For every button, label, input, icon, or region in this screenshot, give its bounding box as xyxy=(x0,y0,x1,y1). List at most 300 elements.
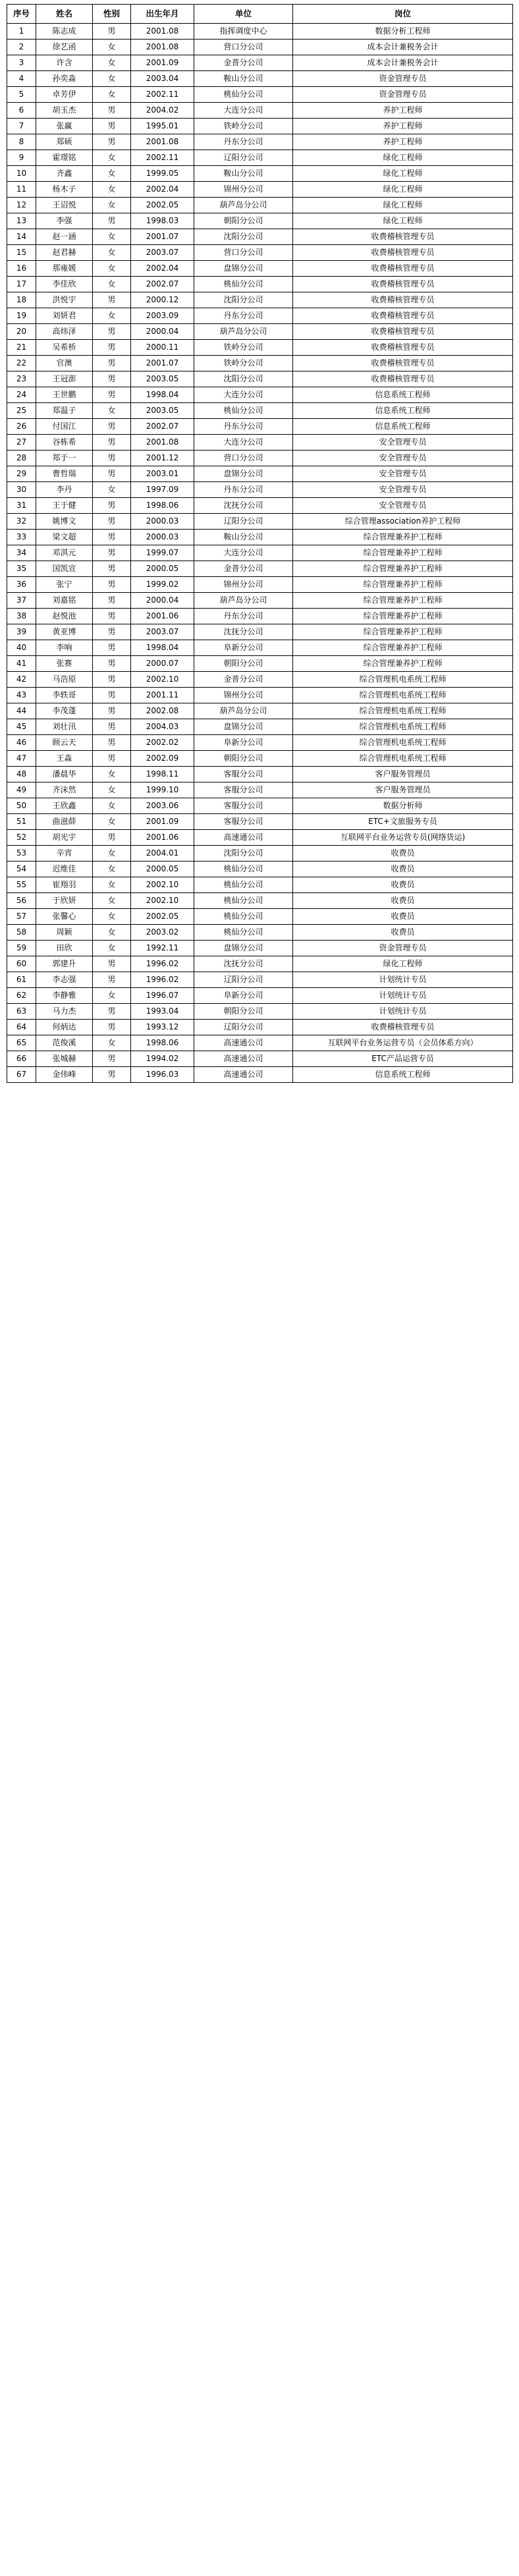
cell-post: 综合管理兼养护工程师 xyxy=(293,640,513,655)
cell-sex: 男 xyxy=(93,434,131,450)
cell-no: 13 xyxy=(7,213,36,229)
cell-birth: 2000.07 xyxy=(131,655,194,671)
cell-sex: 男 xyxy=(93,592,131,608)
cell-name: 金伟峰 xyxy=(36,1066,93,1082)
cell-no: 47 xyxy=(7,750,36,766)
cell-sex: 男 xyxy=(93,118,131,134)
cell-name: 霍璟铭 xyxy=(36,150,93,165)
table-row xyxy=(7,213,513,229)
table-row xyxy=(7,70,513,86)
table-row xyxy=(7,845,513,861)
cell-post: 综合管理机电系统工程师 xyxy=(293,750,513,766)
table-row xyxy=(7,292,513,308)
cell-name: 曹哲瑞 xyxy=(36,466,93,481)
cell-no: 58 xyxy=(7,924,36,940)
cell-birth: 2003.05 xyxy=(131,402,194,418)
cell-name: 李强 xyxy=(36,213,93,229)
cell-birth: 2002.05 xyxy=(131,197,194,213)
cell-sex: 男 xyxy=(93,576,131,592)
cell-sex: 男 xyxy=(93,1003,131,1019)
cell-post: 综合管理兼养护工程师 xyxy=(293,608,513,624)
roster-page xyxy=(0,0,519,1089)
cell-name: 吴希桥 xyxy=(36,339,93,355)
cell-sex: 女 xyxy=(93,845,131,861)
column-header-sex: 性别 xyxy=(93,5,131,24)
cell-name: 齐沫然 xyxy=(36,782,93,798)
cell-sex: 男 xyxy=(93,624,131,640)
cell-birth: 1998.03 xyxy=(131,213,194,229)
table-row xyxy=(7,1019,513,1035)
cell-no: 33 xyxy=(7,529,36,545)
cell-no: 20 xyxy=(7,323,36,339)
cell-name: 王欣鑫 xyxy=(36,798,93,813)
cell-birth: 2003.04 xyxy=(131,70,194,86)
table-row xyxy=(7,355,513,371)
cell-birth: 2001.11 xyxy=(131,687,194,703)
cell-birth: 1993.04 xyxy=(131,1003,194,1019)
table-row xyxy=(7,165,513,181)
table-row xyxy=(7,608,513,624)
cell-birth: 2001.08 xyxy=(131,23,194,39)
cell-name: 郑温子 xyxy=(36,402,93,418)
cell-post: 养护工程师 xyxy=(293,102,513,118)
cell-post: 综合管理兼养护工程师 xyxy=(293,592,513,608)
cell-name: 齐鑫 xyxy=(36,165,93,181)
cell-post: 互联网平台业务运营专员（会员体系方向） xyxy=(293,1035,513,1051)
cell-name: 马浩原 xyxy=(36,671,93,687)
table-row xyxy=(7,497,513,513)
cell-no: 14 xyxy=(7,229,36,244)
cell-no: 5 xyxy=(7,86,36,102)
cell-birth: 1996.02 xyxy=(131,972,194,987)
cell-no: 54 xyxy=(7,861,36,877)
cell-unit: 桃仙分公司 xyxy=(194,924,293,940)
cell-no: 7 xyxy=(7,118,36,134)
cell-no: 34 xyxy=(7,545,36,561)
cell-sex: 女 xyxy=(93,150,131,165)
cell-name: 李茂蓬 xyxy=(36,703,93,719)
cell-name: 付国江 xyxy=(36,418,93,434)
cell-post: 安全管理专员 xyxy=(293,481,513,497)
cell-post: 收费员 xyxy=(293,845,513,861)
cell-post: 客户服务管理员 xyxy=(293,766,513,782)
cell-birth: 2002.11 xyxy=(131,150,194,165)
cell-sex: 女 xyxy=(93,165,131,181)
cell-post: 数据分析工程师 xyxy=(293,23,513,39)
cell-name: 国凯宣 xyxy=(36,561,93,576)
cell-no: 42 xyxy=(7,671,36,687)
cell-birth: 2000.11 xyxy=(131,339,194,355)
cell-name: 刘嘉铭 xyxy=(36,592,93,608)
cell-sex: 女 xyxy=(93,766,131,782)
table-row xyxy=(7,387,513,402)
cell-no: 45 xyxy=(7,719,36,734)
cell-post: 综合管理机电系统工程师 xyxy=(293,687,513,703)
cell-name: 王冠澎 xyxy=(36,371,93,387)
cell-name: 李志强 xyxy=(36,972,93,987)
cell-name: 王世鹏 xyxy=(36,387,93,402)
cell-post: 客户服务管理员 xyxy=(293,782,513,798)
cell-unit: 铁岭分公司 xyxy=(194,355,293,371)
cell-sex: 女 xyxy=(93,1035,131,1051)
table-row xyxy=(7,671,513,687)
cell-sex: 男 xyxy=(93,102,131,118)
cell-post: 收费员 xyxy=(293,924,513,940)
cell-sex: 女 xyxy=(93,892,131,908)
cell-no: 18 xyxy=(7,292,36,308)
cell-birth: 2000.05 xyxy=(131,861,194,877)
cell-no: 27 xyxy=(7,434,36,450)
cell-no: 43 xyxy=(7,687,36,703)
cell-sex: 男 xyxy=(93,23,131,39)
cell-unit: 高速通公司 xyxy=(194,829,293,845)
cell-post: 安全管理专员 xyxy=(293,434,513,450)
table-row xyxy=(7,102,513,118)
cell-birth: 2004.02 xyxy=(131,102,194,118)
cell-unit: 鞍山分公司 xyxy=(194,529,293,545)
cell-birth: 2000.04 xyxy=(131,323,194,339)
cell-no: 50 xyxy=(7,798,36,813)
cell-post: 收费稽核管理专员 xyxy=(293,308,513,323)
column-header-post: 岗位 xyxy=(293,5,513,24)
table-row xyxy=(7,118,513,134)
cell-post: 综合管理association养护工程师 xyxy=(293,513,513,529)
cell-sex: 男 xyxy=(93,734,131,750)
cell-post: 收费员 xyxy=(293,908,513,924)
cell-unit: 客服分公司 xyxy=(194,782,293,798)
cell-sex: 男 xyxy=(93,640,131,655)
table-row xyxy=(7,545,513,561)
cell-name: 何炳达 xyxy=(36,1019,93,1035)
cell-name: 辛宵 xyxy=(36,845,93,861)
cell-no: 62 xyxy=(7,987,36,1003)
cell-name: 姚博文 xyxy=(36,513,93,529)
cell-sex: 女 xyxy=(93,70,131,86)
cell-post: 收费稽核管理专员 xyxy=(293,276,513,292)
cell-no: 23 xyxy=(7,371,36,387)
cell-sex: 女 xyxy=(93,197,131,213)
cell-unit: 沈阳分公司 xyxy=(194,292,293,308)
cell-sex: 女 xyxy=(93,244,131,260)
cell-sex: 女 xyxy=(93,55,131,70)
cell-sex: 男 xyxy=(93,418,131,434)
cell-name: 范俊溪 xyxy=(36,1035,93,1051)
column-header-unit: 单位 xyxy=(194,5,293,24)
cell-sex: 女 xyxy=(93,798,131,813)
cell-no: 12 xyxy=(7,197,36,213)
table-row xyxy=(7,181,513,197)
cell-unit: 沈抚分公司 xyxy=(194,497,293,513)
cell-sex: 男 xyxy=(93,513,131,529)
cell-no: 38 xyxy=(7,608,36,624)
cell-sex: 男 xyxy=(93,387,131,402)
cell-post: 互联网平台业务运营专员(网络货运) xyxy=(293,829,513,845)
cell-unit: 朝阳分公司 xyxy=(194,655,293,671)
cell-no: 26 xyxy=(7,418,36,434)
cell-birth: 2002.05 xyxy=(131,908,194,924)
cell-post: 安全管理专员 xyxy=(293,497,513,513)
cell-no: 21 xyxy=(7,339,36,355)
cell-birth: 2001.07 xyxy=(131,229,194,244)
cell-unit: 金普分公司 xyxy=(194,561,293,576)
cell-post: 养护工程师 xyxy=(293,118,513,134)
cell-no: 60 xyxy=(7,956,36,972)
cell-no: 39 xyxy=(7,624,36,640)
cell-unit: 丹东分公司 xyxy=(194,134,293,150)
cell-sex: 男 xyxy=(93,292,131,308)
cell-birth: 2001.09 xyxy=(131,813,194,829)
cell-no: 46 xyxy=(7,734,36,750)
cell-name: 黄亚博 xyxy=(36,624,93,640)
cell-no: 6 xyxy=(7,102,36,118)
cell-sex: 男 xyxy=(93,655,131,671)
cell-birth: 2002.04 xyxy=(131,181,194,197)
cell-birth: 1999.07 xyxy=(131,545,194,561)
table-row xyxy=(7,244,513,260)
cell-birth: 2003.02 xyxy=(131,924,194,940)
cell-birth: 2003.01 xyxy=(131,466,194,481)
table-row xyxy=(7,1051,513,1066)
cell-unit: 客服分公司 xyxy=(194,766,293,782)
cell-sex: 男 xyxy=(93,529,131,545)
cell-sex: 男 xyxy=(93,972,131,987)
cell-name: 李响 xyxy=(36,640,93,655)
cell-birth: 2000.03 xyxy=(131,513,194,529)
cell-no: 44 xyxy=(7,703,36,719)
cell-post: 资金管理专员 xyxy=(293,70,513,86)
employee-roster-table xyxy=(7,4,513,1083)
table-row xyxy=(7,592,513,608)
table-row xyxy=(7,640,513,655)
cell-sex: 男 xyxy=(93,703,131,719)
cell-unit: 客服分公司 xyxy=(194,798,293,813)
cell-no: 17 xyxy=(7,276,36,292)
cell-no: 29 xyxy=(7,466,36,481)
cell-sex: 男 xyxy=(93,371,131,387)
cell-unit: 沈阳分公司 xyxy=(194,371,293,387)
cell-sex: 女 xyxy=(93,782,131,798)
cell-post: 信息系统工程师 xyxy=(293,418,513,434)
cell-unit: 大连分公司 xyxy=(194,102,293,118)
table-row xyxy=(7,813,513,829)
table-row xyxy=(7,197,513,213)
table-row xyxy=(7,829,513,845)
cell-birth: 1997.09 xyxy=(131,481,194,497)
cell-name: 杨木子 xyxy=(36,181,93,197)
cell-no: 32 xyxy=(7,513,36,529)
cell-unit: 丹东分公司 xyxy=(194,608,293,624)
cell-name: 陈志成 xyxy=(36,23,93,39)
cell-birth: 2003.07 xyxy=(131,624,194,640)
table-row xyxy=(7,877,513,892)
cell-unit: 丹东分公司 xyxy=(194,418,293,434)
cell-birth: 1998.06 xyxy=(131,497,194,513)
table-row xyxy=(7,798,513,813)
cell-no: 10 xyxy=(7,165,36,181)
cell-unit: 大连分公司 xyxy=(194,434,293,450)
cell-sex: 男 xyxy=(93,466,131,481)
cell-birth: 1998.04 xyxy=(131,640,194,655)
cell-post: 综合管理兼养护工程师 xyxy=(293,655,513,671)
table-row xyxy=(7,513,513,529)
cell-sex: 男 xyxy=(93,134,131,150)
cell-unit: 桃仙分公司 xyxy=(194,402,293,418)
cell-name: 高炜泽 xyxy=(36,323,93,339)
cell-post: 计划统计专员 xyxy=(293,972,513,987)
cell-sex: 女 xyxy=(93,402,131,418)
cell-post: 收费稽核管理专员 xyxy=(293,229,513,244)
cell-name: 周颖 xyxy=(36,924,93,940)
cell-birth: 2004.01 xyxy=(131,845,194,861)
cell-name: 官澳 xyxy=(36,355,93,371)
cell-no: 56 xyxy=(7,892,36,908)
cell-no: 66 xyxy=(7,1051,36,1066)
table-row xyxy=(7,719,513,734)
cell-post: 综合管理机电系统工程师 xyxy=(293,734,513,750)
table-row xyxy=(7,323,513,339)
cell-unit: 葫芦岛分公司 xyxy=(194,323,293,339)
cell-no: 4 xyxy=(7,70,36,86)
cell-unit: 铁岭分公司 xyxy=(194,339,293,355)
cell-no: 41 xyxy=(7,655,36,671)
cell-unit: 葫芦岛分公司 xyxy=(194,197,293,213)
cell-name: 胡光宇 xyxy=(36,829,93,845)
cell-name: 许含 xyxy=(36,55,93,70)
table-row xyxy=(7,1066,513,1082)
cell-name: 李轶哥 xyxy=(36,687,93,703)
cell-birth: 1998.11 xyxy=(131,766,194,782)
cell-post: 数据分析师 xyxy=(293,798,513,813)
cell-sex: 女 xyxy=(93,481,131,497)
cell-birth: 2003.06 xyxy=(131,798,194,813)
cell-name: 崔翔羽 xyxy=(36,877,93,892)
cell-birth: 1998.04 xyxy=(131,387,194,402)
cell-name: 谷栋希 xyxy=(36,434,93,450)
table-row xyxy=(7,561,513,576)
cell-birth: 1996.07 xyxy=(131,987,194,1003)
column-header-name: 姓名 xyxy=(36,5,93,24)
cell-birth: 1999.10 xyxy=(131,782,194,798)
cell-post: 绿化工程师 xyxy=(293,956,513,972)
cell-unit: 丹东分公司 xyxy=(194,481,293,497)
cell-no: 2 xyxy=(7,39,36,55)
cell-sex: 女 xyxy=(93,813,131,829)
cell-post: 成本会计兼税务会计 xyxy=(293,55,513,70)
cell-name: 王于健 xyxy=(36,497,93,513)
cell-no: 67 xyxy=(7,1066,36,1082)
cell-birth: 2000.05 xyxy=(131,561,194,576)
cell-sex: 男 xyxy=(93,687,131,703)
cell-no: 25 xyxy=(7,402,36,418)
cell-name: 孙奕淼 xyxy=(36,70,93,86)
table-row xyxy=(7,750,513,766)
cell-birth: 2001.07 xyxy=(131,355,194,371)
cell-unit: 阜新分公司 xyxy=(194,734,293,750)
cell-name: 邓淇元 xyxy=(36,545,93,561)
cell-name: 赵一涵 xyxy=(36,229,93,244)
cell-unit: 辽阳分公司 xyxy=(194,1019,293,1035)
cell-unit: 丹东分公司 xyxy=(194,308,293,323)
cell-unit: 盘锦分公司 xyxy=(194,719,293,734)
cell-birth: 1996.03 xyxy=(131,1066,194,1082)
cell-name: 于欣妍 xyxy=(36,892,93,908)
cell-birth: 2000.12 xyxy=(131,292,194,308)
cell-no: 52 xyxy=(7,829,36,845)
cell-sex: 男 xyxy=(93,750,131,766)
cell-name: 刘妍君 xyxy=(36,308,93,323)
cell-no: 3 xyxy=(7,55,36,70)
cell-no: 40 xyxy=(7,640,36,655)
cell-unit: 朝阳分公司 xyxy=(194,1003,293,1019)
cell-sex: 男 xyxy=(93,608,131,624)
cell-post: 收费稽核管理专员 xyxy=(293,1019,513,1035)
cell-unit: 盘锦分公司 xyxy=(194,260,293,276)
cell-post: 收费稽核管理专员 xyxy=(293,260,513,276)
cell-post: 绿化工程师 xyxy=(293,213,513,229)
cell-unit: 锦州分公司 xyxy=(194,687,293,703)
table-row xyxy=(7,134,513,150)
cell-sex: 女 xyxy=(93,908,131,924)
cell-post: 综合管理兼养护工程师 xyxy=(293,576,513,592)
cell-post: 成本会计兼税务会计 xyxy=(293,39,513,55)
cell-name: 卓芳伊 xyxy=(36,86,93,102)
table-row xyxy=(7,908,513,924)
cell-birth: 2003.07 xyxy=(131,244,194,260)
cell-post: 养护工程师 xyxy=(293,134,513,150)
cell-sex: 男 xyxy=(93,355,131,371)
table-row xyxy=(7,150,513,165)
cell-birth: 2002.04 xyxy=(131,260,194,276)
cell-unit: 阜新分公司 xyxy=(194,640,293,655)
table-header xyxy=(7,5,513,24)
table-row xyxy=(7,229,513,244)
table-row xyxy=(7,418,513,434)
cell-no: 8 xyxy=(7,134,36,150)
table-row xyxy=(7,1003,513,1019)
cell-name: 胡玉杰 xyxy=(36,102,93,118)
table-row xyxy=(7,55,513,70)
cell-birth: 2003.09 xyxy=(131,308,194,323)
table-row xyxy=(7,655,513,671)
cell-unit: 辽阳分公司 xyxy=(194,972,293,987)
cell-sex: 男 xyxy=(93,450,131,466)
cell-birth: 2002.09 xyxy=(131,750,194,766)
cell-no: 64 xyxy=(7,1019,36,1035)
cell-birth: 2002.08 xyxy=(131,703,194,719)
cell-birth: 2001.06 xyxy=(131,829,194,845)
cell-unit: 桃仙分公司 xyxy=(194,908,293,924)
cell-no: 51 xyxy=(7,813,36,829)
cell-birth: 2002.10 xyxy=(131,877,194,892)
cell-sex: 男 xyxy=(93,213,131,229)
cell-birth: 1992.11 xyxy=(131,940,194,956)
cell-unit: 大连分公司 xyxy=(194,545,293,561)
column-header-birth: 出生年月 xyxy=(131,5,194,24)
cell-sex: 男 xyxy=(93,829,131,845)
cell-unit: 营口分公司 xyxy=(194,450,293,466)
cell-birth: 2003.05 xyxy=(131,371,194,387)
cell-post: 绿化工程师 xyxy=(293,150,513,165)
cell-post: 综合管理兼养护工程师 xyxy=(293,624,513,640)
cell-unit: 鞍山分公司 xyxy=(194,165,293,181)
cell-unit: 桃仙分公司 xyxy=(194,892,293,908)
cell-name: 李静雅 xyxy=(36,987,93,1003)
cell-unit: 盘锦分公司 xyxy=(194,940,293,956)
cell-sex: 女 xyxy=(93,229,131,244)
cell-no: 19 xyxy=(7,308,36,323)
cell-post: 信息系统工程师 xyxy=(293,402,513,418)
cell-no: 1 xyxy=(7,23,36,39)
